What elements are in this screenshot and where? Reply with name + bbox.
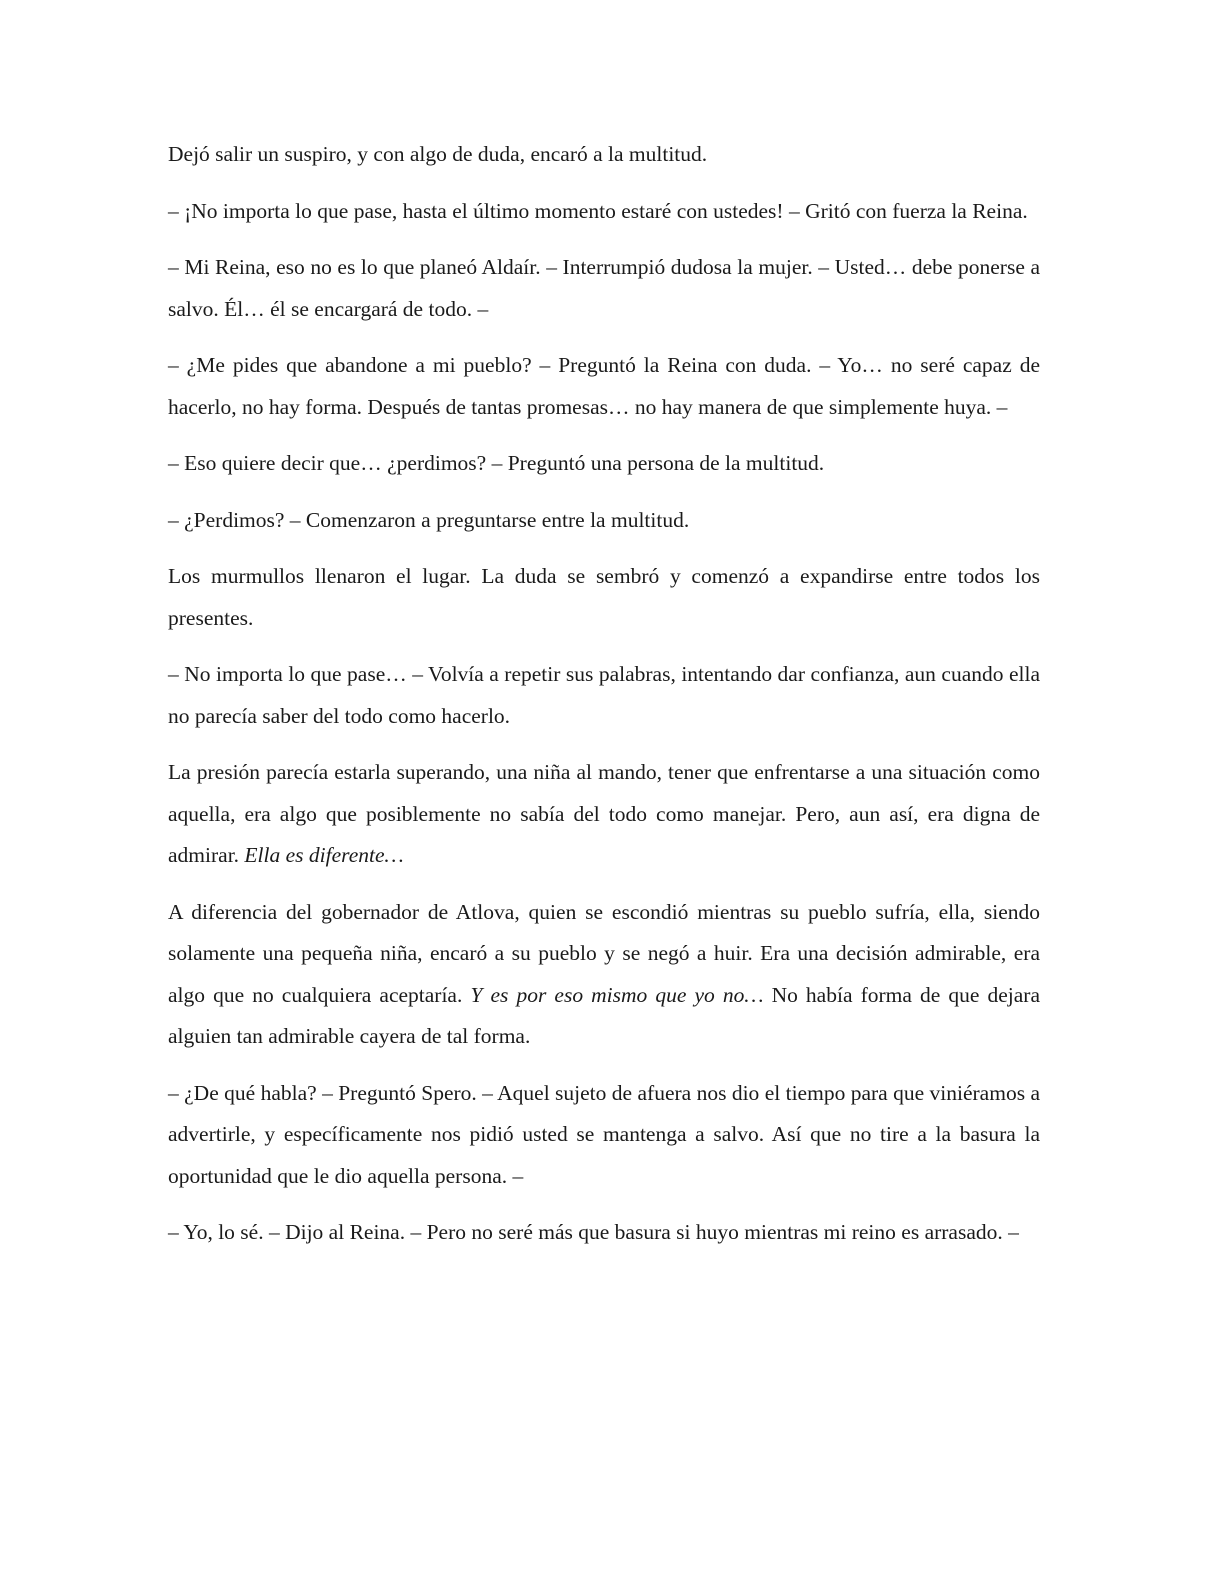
- paragraph-text: – ¡No importa lo que pase, hasta el último momento estaré con ustedes! – Gritó con fuerza la Reina.: [168, 198, 1028, 223]
- paragraph: [168, 500, 1040, 542]
- paragraph-text: – Yo, lo sé. – Dijo al Reina. – Pero no seré más que basura si huyo mientras mi reino es arrasado. –: [168, 1220, 1019, 1244]
- document-body: [168, 134, 1040, 1269]
- paragraph-text: – ¿Me pides que abandone a mi pueblo? – Preguntó la Reina con duda. – Yo… no seré capaz de hacerlo, no hay forma. Después de tantas promesas… no hay manera de que simplemente huya. –: [168, 353, 1040, 419]
- paragraph-text: – No importa lo que pase… – Volvía a repetir sus palabras, intentando dar confianza, aun cuando ella no parecía saber del todo como hacerlo.: [168, 662, 1040, 728]
- paragraph: [168, 443, 1040, 485]
- paragraph: [168, 752, 1040, 877]
- paragraph: [168, 134, 1040, 176]
- paragraph: [168, 1212, 1040, 1254]
- paragraph-text: La presión parecía estarla superando, una niña al mando, tener que enfrentarse a una situación como aquella, era algo que posiblemente no sabía del todo como manejar. Pero, aun así, era digna de admirar.: [168, 760, 1040, 867]
- paragraph-text: Los murmullos llenaron el lugar. La duda se sembró y comenzó a expandirse entre todos los presentes.: [168, 564, 1040, 630]
- paragraph-text: Dejó salir un suspiro, y con algo de duda, encaró a la multitud.: [168, 142, 708, 166]
- paragraph: [168, 191, 1040, 233]
- paragraph-text: A diferencia del gobernador de Atlova, quien se escondió mientras su pueblo sufría, ella, siendo solamente una pequeña niña, encaró a su pueblo y se negó a huir. Era una decisión admirable, era algo que no cualquiera aceptaría.: [168, 899, 1040, 1007]
- paragraph: [168, 345, 1040, 428]
- paragraph: [168, 892, 1040, 1058]
- paragraph-text: – Mi Reina, eso no es lo que planeó Aldaír. – Interrumpió dudosa la mujer. – Usted… debe ponerse a salvo. Él… él se encargará de todo. –: [168, 255, 1040, 321]
- paragraph-text: – ¿Perdimos? – Comenzaron a preguntarse entre la multitud.: [168, 507, 690, 532]
- paragraph: [168, 1073, 1040, 1198]
- paragraph: [168, 247, 1040, 330]
- paragraph-text: No había forma de que dejara alguien tan admirable cayera de tal forma.: [168, 982, 1040, 1048]
- italic-thought: Ella es diferente…: [244, 843, 404, 867]
- paragraph: [168, 556, 1040, 639]
- paragraph-text: – ¿De qué habla? – Preguntó Spero. – Aquel sujeto de afuera nos dio el tiempo para que viniéramos a advertirle, y específicamente nos pidió usted se mantenga a salvo. Así que no tire a la basura la oportunidad que le dio aquella persona. –: [168, 1080, 1040, 1188]
- italic-thought: Y es por eso mismo que yo no…: [470, 982, 764, 1007]
- paragraph: [168, 654, 1040, 737]
- paragraph-text: – Eso quiere decir que… ¿perdimos? – Preguntó una persona de la multitud.: [168, 451, 825, 475]
